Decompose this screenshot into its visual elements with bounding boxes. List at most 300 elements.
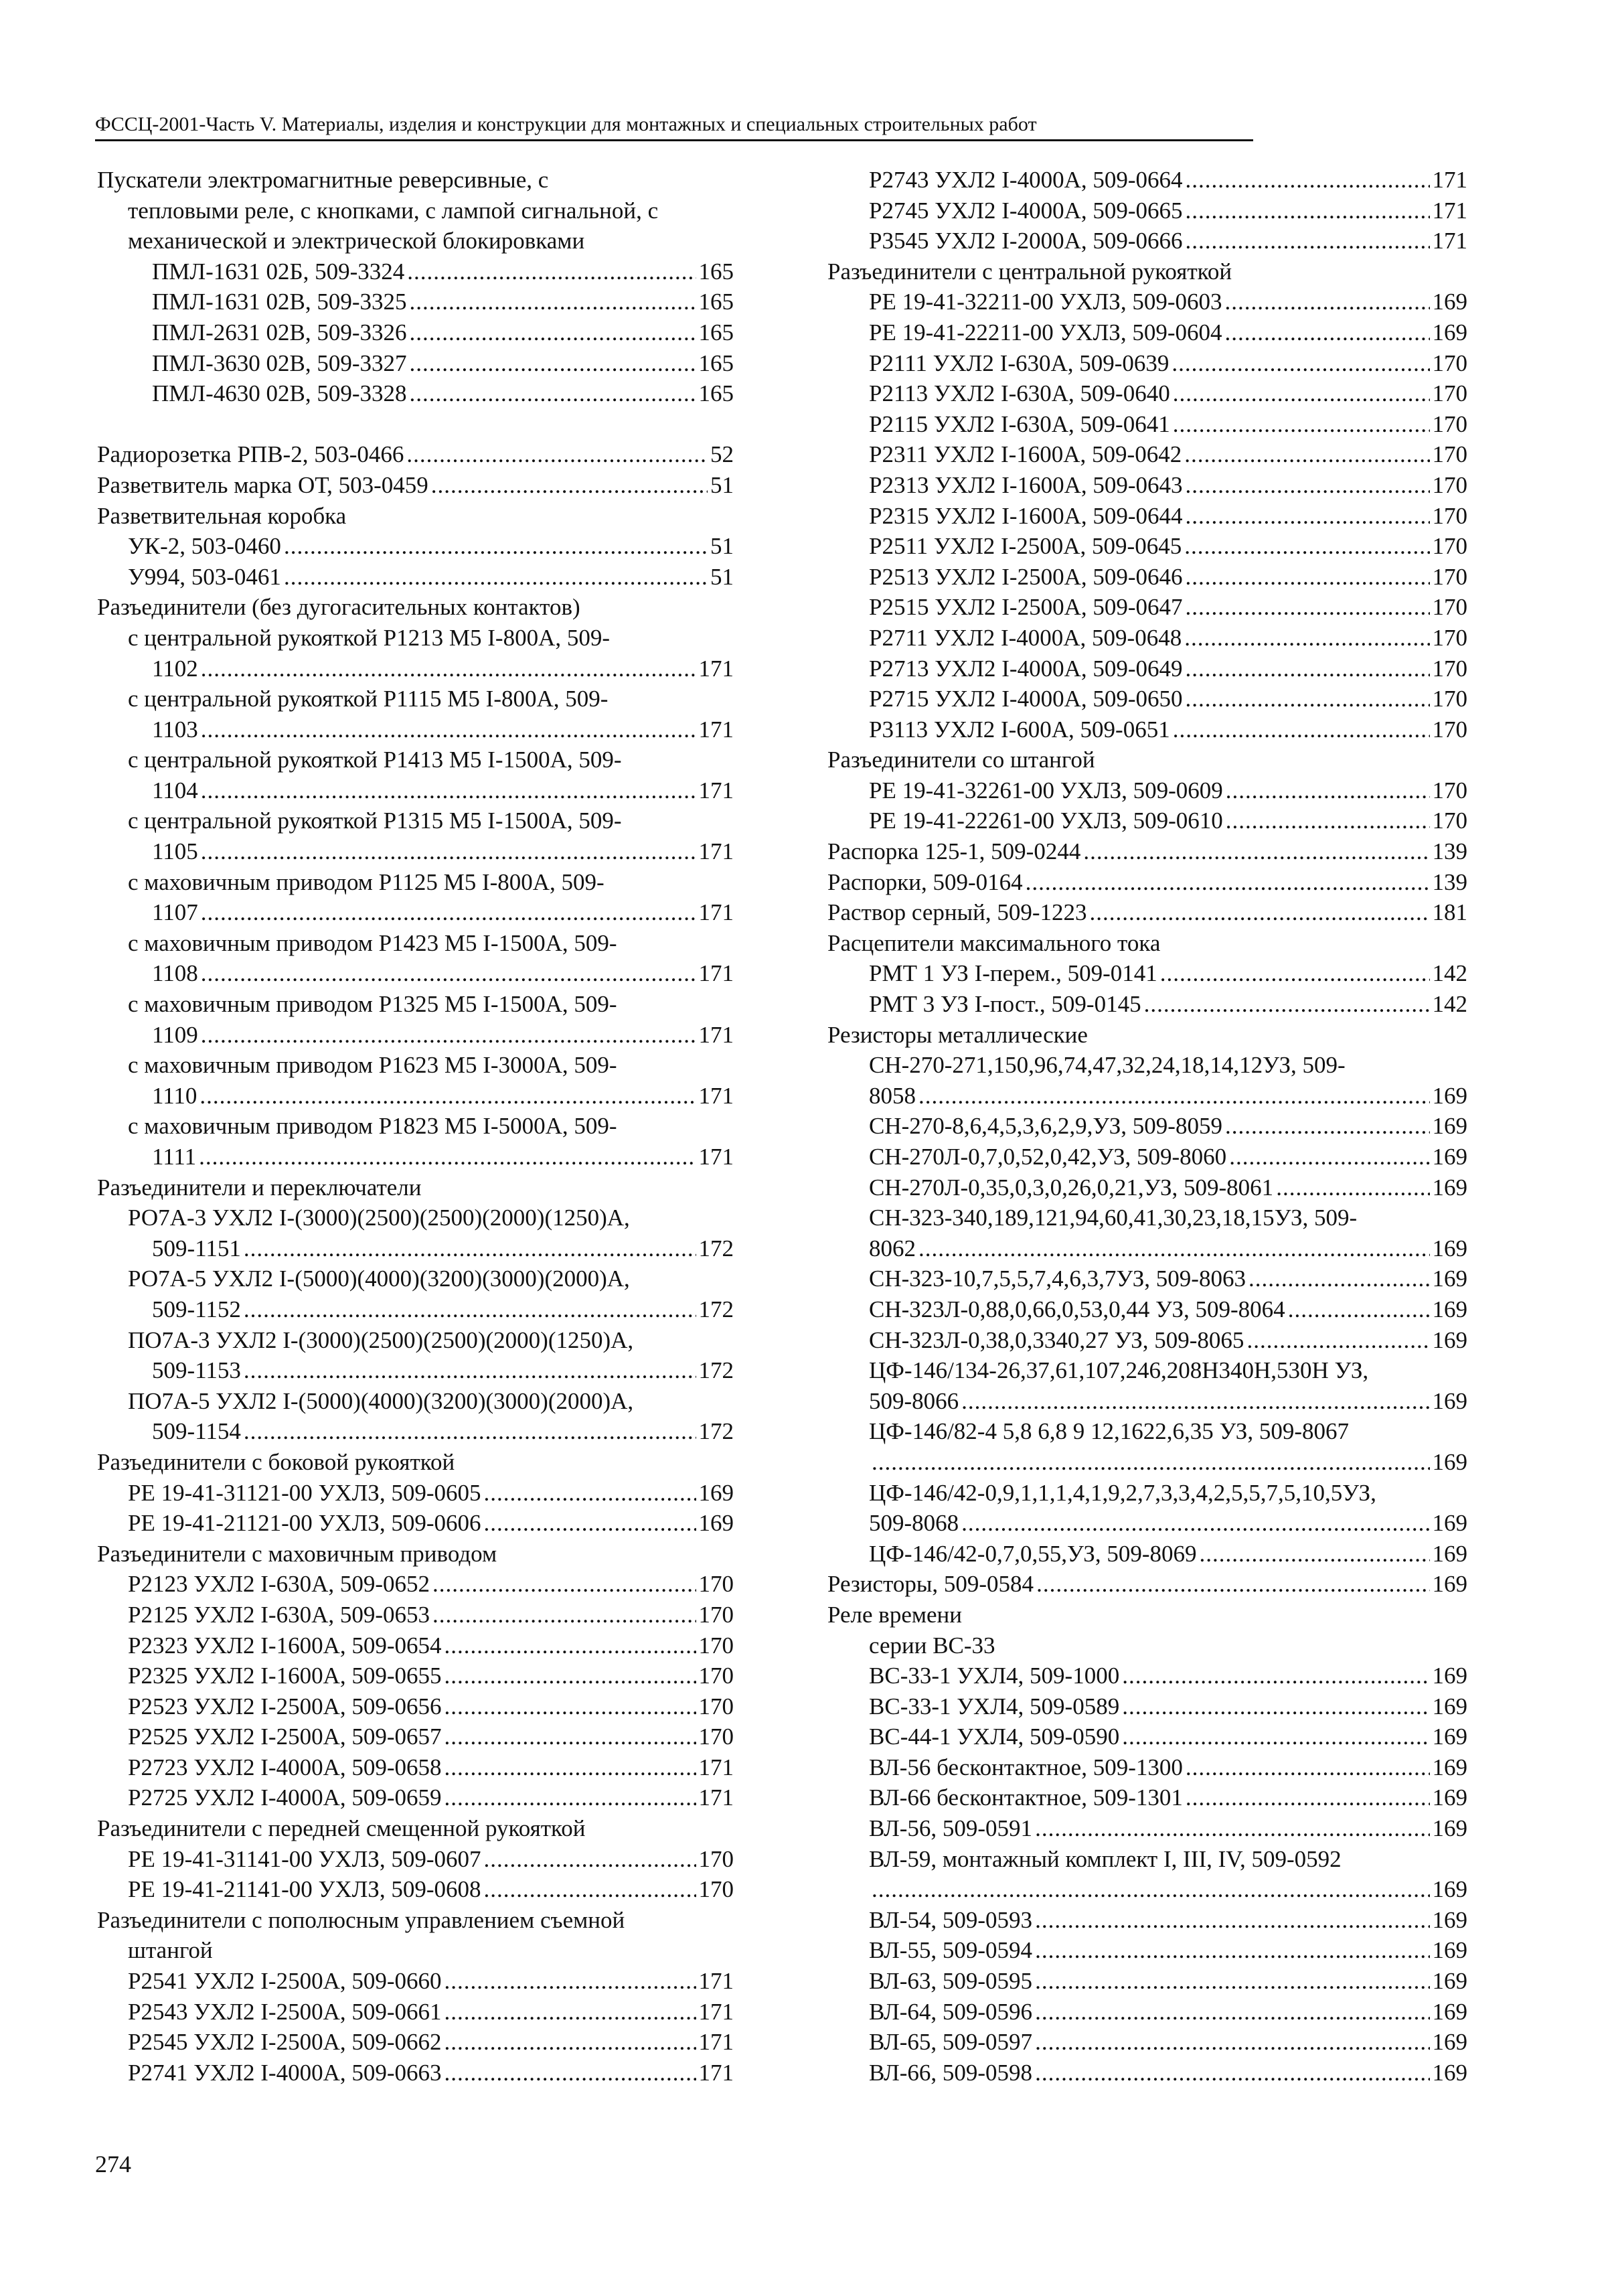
index-entry	[827, 378, 1467, 409]
entry-text: Р2743 УХЛ2 I-4000А, 509-0664	[869, 167, 1183, 193]
entry-text: Р2115 УХЛ2 I-630А, 509-0641	[869, 410, 1170, 437]
entry-text: Р2325 УХЛ2 I-1600А, 509-0655	[128, 1663, 442, 1689]
dot-leader	[244, 1355, 696, 1386]
index-entry	[97, 1721, 734, 1752]
index-entry	[97, 1691, 734, 1722]
entry-text: ПО7А-5 УХЛ2 I-(5000)(4000)(3200)(3000)(2000)А,	[128, 1387, 634, 1414]
index-entry	[97, 775, 734, 806]
entry-text: Реле времени	[827, 1601, 962, 1628]
entry-page-number: 170	[698, 1601, 734, 1628]
index-entry	[97, 1111, 734, 1142]
entry-page-number: 169	[1432, 1693, 1467, 1719]
index-entry	[827, 1782, 1467, 1813]
dot-leader	[1186, 501, 1430, 532]
entry-page-number: 171	[1432, 197, 1467, 224]
entry-text: РО7А-3 УХЛ2 I-(3000)(2500)(2500)(2000)(1250)А,	[128, 1205, 630, 1231]
entry-page-number: 171	[698, 960, 734, 987]
index-entry	[97, 1752, 734, 1783]
entry-page-number: 51	[710, 533, 734, 560]
dot-leader	[445, 2027, 696, 2058]
dot-leader	[410, 317, 696, 348]
entry-page-number: 169	[1432, 1174, 1467, 1201]
index-entry	[827, 287, 1467, 317]
dot-leader	[407, 256, 696, 287]
entry-text: Разъединители с маховичным приводом	[97, 1540, 497, 1567]
dot-leader	[431, 470, 708, 501]
entry-page-number: 169	[1432, 1235, 1467, 1261]
index-entry	[827, 1539, 1467, 1570]
index-entry	[827, 684, 1467, 714]
index-entry	[827, 1721, 1467, 1752]
entry-page-number: 172	[698, 1296, 734, 1322]
entry-text: Р2541 УХЛ2 I-2500А, 509-0660	[128, 1968, 442, 1995]
entry-page-number: 169	[1432, 1663, 1467, 1689]
entry-text: РЕ 19-41-32211-00 УХЛЗ, 509-0603	[869, 289, 1222, 315]
entry-page-number: 171	[1432, 167, 1467, 193]
index-entry	[827, 623, 1467, 654]
entry-page-number: 169	[1432, 319, 1467, 346]
entry-page-number: 169	[698, 1479, 734, 1506]
entry-text: 1110	[152, 1082, 197, 1109]
dot-leader	[1144, 989, 1430, 1020]
entry-text: 1109	[152, 1021, 198, 1048]
dot-leader	[1173, 409, 1430, 440]
entry-text: УК-2, 503-0460	[128, 533, 281, 560]
index-entry	[827, 1233, 1467, 1264]
entry-text: ЦФ-146/134-26,37,61,107,246,208Н340Н,530Н УЗ,	[869, 1357, 1369, 1384]
index-entry	[827, 745, 1467, 775]
entry-text: ЦФ-146/82-4 5,8 6,8 9 12,1622,6,35 УЗ, 509-8067	[869, 1418, 1349, 1445]
index-entry	[827, 1355, 1467, 1386]
page-number: 274	[95, 2151, 131, 2177]
index-entry	[827, 958, 1467, 989]
dot-leader	[484, 1508, 696, 1539]
entry-page-number: 169	[1432, 2059, 1467, 2086]
dot-leader	[872, 1447, 1430, 1478]
entry-page-number: 169	[1432, 1815, 1467, 1842]
entry-page-number: 170	[698, 1845, 734, 1872]
dot-leader	[1122, 1721, 1429, 1752]
dot-leader	[1172, 348, 1429, 379]
entry-page-number: 170	[1432, 380, 1467, 407]
index-entry	[827, 1416, 1467, 1447]
entry-text: РЕ 19-41-22211-00 УХЛЗ, 509-0604	[869, 319, 1222, 346]
dot-leader	[244, 1416, 696, 1447]
index-entry	[827, 1966, 1467, 1997]
index-entry	[97, 1935, 734, 1966]
entry-page-number: 169	[698, 1510, 734, 1537]
dot-leader	[1036, 1569, 1429, 1600]
index-entry	[827, 928, 1467, 959]
entry-text: ПМЛ-2631 02В, 509-3326	[152, 319, 407, 346]
index-entry	[827, 1691, 1467, 1722]
index-entry	[827, 867, 1467, 898]
index-entry	[97, 1966, 734, 1997]
entry-page-number: 169	[1432, 1754, 1467, 1780]
entry-text: ВС-33-1 УХЛ4, 509-1000	[869, 1663, 1120, 1689]
dot-leader	[1173, 714, 1430, 745]
index-entry	[827, 1569, 1467, 1600]
index-entry	[827, 226, 1467, 256]
dot-leader	[432, 1600, 696, 1630]
entry-page-number: 169	[1432, 1387, 1467, 1414]
index-entry	[827, 1813, 1467, 1844]
index-entry	[827, 806, 1467, 836]
entry-text: 509-1152	[152, 1296, 241, 1322]
dot-leader	[432, 1569, 696, 1600]
entry-page-number: 170	[698, 1571, 734, 1598]
index-entry	[827, 470, 1467, 501]
dot-leader	[1186, 654, 1430, 684]
entry-text: Р2543 УХЛ2 I-2500А, 509-0661	[128, 1998, 442, 2025]
running-header: ФССЦ-2001-Часть V. Материалы, изделия и конструкции для монтажных и специальных строительных работ	[95, 111, 1253, 141]
entry-text: Распорки, 509-0164	[827, 868, 1023, 895]
entry-text: Р3545 УХЛ2 I-2000А, 509-0666	[869, 228, 1183, 254]
entry-text: Р2323 УХЛ2 I-1600А, 509-0654	[128, 1632, 442, 1659]
entry-text: СН-323Л-0,38,0,3340,27 УЗ, 509-8065	[869, 1326, 1244, 1353]
entry-page-number: 169	[1432, 1724, 1467, 1750]
dot-leader	[1122, 1691, 1429, 1722]
entry-text: ПМЛ-3630 02В, 509-3327	[152, 350, 407, 376]
dot-leader	[445, 1966, 696, 1997]
entry-page-number: 171	[698, 1082, 734, 1109]
entry-page-number: 171	[698, 716, 734, 743]
dot-leader	[1186, 1752, 1430, 1783]
dot-leader	[410, 378, 696, 409]
dot-leader	[445, 1752, 696, 1783]
entry-text: Разъединители и переключатели	[97, 1174, 422, 1201]
entry-text: СН-270-8,6,4,5,3,6,2,9,УЗ, 509-8059	[869, 1113, 1222, 1140]
dot-leader	[445, 1782, 696, 1813]
entry-page-number: 170	[1432, 808, 1467, 834]
index-entry	[827, 1081, 1467, 1112]
index-entry	[827, 897, 1467, 928]
entry-text: Расцепители максимального тока	[827, 929, 1161, 956]
index-entry	[827, 1325, 1467, 1356]
dot-leader	[918, 1081, 1430, 1112]
dot-leader	[201, 897, 696, 928]
index-entry	[827, 1020, 1467, 1051]
index-entry	[827, 562, 1467, 593]
entry-page-number: 171	[698, 1998, 734, 2025]
entry-text: ВС-33-1 УХЛ4, 509-0589	[869, 1693, 1120, 1719]
entry-page-number: 165	[698, 380, 734, 407]
index-entry	[97, 1386, 734, 1417]
index-entry	[97, 1020, 734, 1051]
index-entry	[827, 1905, 1467, 1936]
index-entry	[97, 684, 734, 714]
dot-leader	[201, 1020, 696, 1051]
entry-text: тепловыми реле, с кнопками, с лампой сигнальной, с	[128, 197, 659, 224]
entry-page-number: 169	[1432, 1876, 1467, 1903]
entry-text: Р2511 УХЛ2 I-2500А, 509-0645	[869, 533, 1182, 560]
index-entry	[97, 1844, 734, 1875]
entry-text: ПМЛ-1631 02Б, 509-3324	[152, 258, 405, 285]
index-entry	[97, 1294, 734, 1325]
entry-text: 509-8068	[869, 1510, 959, 1537]
index-entry	[827, 1997, 1467, 2027]
entry-text: Р2125 УХЛ2 I-630А, 509-0653	[128, 1601, 430, 1628]
dot-leader	[1186, 165, 1430, 196]
index-entry	[97, 867, 734, 898]
entry-page-number: 165	[698, 258, 734, 285]
dot-leader	[1226, 806, 1430, 836]
entry-text: 1107	[152, 899, 198, 926]
dot-leader	[484, 1478, 696, 1509]
dot-leader	[1225, 287, 1430, 317]
entry-page-number: 169	[1432, 2029, 1467, 2056]
entry-text: 1104	[152, 777, 198, 803]
index-entry	[97, 1203, 734, 1233]
index-entry	[97, 348, 734, 379]
entry-text: ВЛ-55, 509-0594	[869, 1937, 1033, 1964]
index-entry	[97, 592, 734, 623]
index-entry	[97, 1508, 734, 1539]
dot-leader	[1184, 439, 1429, 470]
entry-page-number: 172	[698, 1418, 734, 1445]
index-entry	[827, 1050, 1467, 1081]
index-entry	[97, 958, 734, 989]
entry-text: ВЛ-66 бесконтактное, 509-1301	[869, 1784, 1183, 1811]
index-entry	[97, 1600, 734, 1630]
entry-text: Разъединители с центральной рукояткой	[827, 258, 1232, 285]
entry-text: РЕ 19-41-22261-00 УХЛЗ, 509-0610	[869, 808, 1223, 834]
index-entry	[827, 775, 1467, 806]
dot-leader	[872, 1874, 1430, 1905]
dot-leader	[1184, 623, 1429, 654]
entry-text: Р3113 УХЛ2 I-600А, 509-0651	[869, 716, 1170, 743]
dot-leader	[1276, 1172, 1429, 1203]
entry-text: Р2525 УХЛ2 I-2500А, 509-0657	[128, 1724, 442, 1750]
entry-text: Р2113 УХЛ2 I-630А, 509-0640	[869, 380, 1170, 407]
entry-text: с центральной рукояткой Р1413 М5 I-1500А, 509-	[128, 747, 622, 773]
entry-text: Пускатели электромагнитные реверсивные, с	[97, 167, 549, 193]
entry-page-number: 139	[1432, 838, 1467, 865]
entry-text: РЕ 19-41-21141-00 УХЛЗ, 509-0608	[128, 1876, 481, 1903]
index-entry	[97, 531, 734, 562]
index-entry	[97, 1661, 734, 1691]
index-entry	[97, 897, 734, 928]
entry-text: СН-323Л-0,88,0,66,0,53,0,44 УЗ, 509-8064	[869, 1296, 1285, 1322]
index-entry	[827, 1935, 1467, 1966]
entry-text: Разъединители (без дугогасительных контактов)	[97, 594, 580, 621]
index-entry	[97, 1142, 734, 1172]
entry-page-number: 165	[698, 319, 734, 346]
index-entry	[97, 989, 734, 1020]
index-entry	[827, 317, 1467, 348]
index-entry	[97, 1813, 734, 1844]
entry-page-number: 171	[698, 899, 734, 926]
index-entry	[827, 836, 1467, 867]
entry-page-number: 169	[1432, 1448, 1467, 1475]
entry-page-number: 169	[1432, 1266, 1467, 1292]
entry-page-number: 170	[1432, 441, 1467, 468]
entry-text: штангой	[128, 1937, 213, 1964]
index-entry	[97, 1539, 734, 1570]
index-entry	[97, 287, 734, 317]
index-entry	[97, 562, 734, 593]
dot-leader	[1186, 592, 1430, 623]
index-entry	[97, 1782, 734, 1813]
entry-text: Р2111 УХЛ2 I-630А, 509-0639	[869, 350, 1170, 376]
index-entry	[97, 623, 734, 654]
entry-page-number: 170	[1432, 777, 1467, 803]
entry-text: 1102	[152, 655, 198, 682]
index-entry	[827, 1752, 1467, 1783]
index-column-left	[97, 165, 734, 2088]
entry-page-number: 172	[698, 1235, 734, 1261]
entry-text: Р2315 УХЛ2 I-1600А, 509-0644	[869, 502, 1183, 529]
entry-text: Раствор серный, 509-1223	[827, 899, 1087, 926]
dot-leader	[199, 1081, 696, 1112]
entry-page-number: 169	[1432, 289, 1467, 315]
index-entry	[827, 1111, 1467, 1142]
entry-text: Р2715 УХЛ2 I-4000А, 509-0650	[869, 686, 1183, 712]
entry-text: Разъединители с пополюсным управлением съемной	[97, 1906, 625, 1933]
entry-page-number: 170	[1432, 502, 1467, 529]
entry-text: РЕ 19-41-21121-00 УХЛЗ, 509-0606	[128, 1510, 481, 1537]
dot-leader	[918, 1233, 1430, 1264]
index-entry	[97, 836, 734, 867]
dot-leader	[1186, 226, 1430, 256]
entry-page-number: 181	[1432, 899, 1467, 926]
entry-page-number: 165	[698, 350, 734, 376]
entry-text: СН-323-10,7,5,5,7,4,6,3,7УЗ, 509-8063	[869, 1266, 1246, 1292]
dot-leader	[199, 1142, 696, 1172]
index-entry	[827, 654, 1467, 684]
entry-text: с маховичным приводом Р1623 М5 I-3000А, 509-	[128, 1052, 617, 1079]
dot-leader	[484, 1844, 696, 1875]
index-entry	[827, 439, 1467, 470]
dot-leader	[1160, 958, 1430, 989]
index-entry	[827, 196, 1467, 226]
entry-text: с центральной рукояткой Р1315 М5 I-1500А, 509-	[128, 808, 622, 834]
entry-page-number: 170	[698, 1663, 734, 1689]
entry-text: 1111	[152, 1144, 197, 1170]
index-entry	[97, 745, 734, 775]
index-entry	[827, 165, 1467, 196]
dot-leader	[1229, 1142, 1429, 1172]
entry-text: 1105	[152, 838, 198, 865]
dot-leader	[961, 1508, 1429, 1539]
dot-leader	[201, 836, 696, 867]
entry-text: Р2725 УХЛ2 I-4000А, 509-0659	[128, 1784, 442, 1811]
entry-text: 8058	[869, 1082, 916, 1109]
index-entry	[97, 1630, 734, 1661]
index-entry	[97, 714, 734, 745]
entry-page-number: 169	[1432, 1937, 1467, 1964]
entry-text: СН-270Л-0,7,0,52,0,42,УЗ, 509-8060	[869, 1144, 1227, 1170]
entry-page-number: 170	[698, 1876, 734, 1903]
entry-text: ВЛ-66, 509-0598	[869, 2059, 1033, 2086]
index-entry	[97, 1569, 734, 1600]
entry-page-number: 169	[1432, 1540, 1467, 1567]
entry-page-number: 169	[1432, 1082, 1467, 1109]
entry-text: Разъединители с боковой рукояткой	[97, 1448, 455, 1475]
dot-leader	[1199, 1539, 1429, 1570]
entry-text: Р2711 УХЛ2 I-4000А, 509-0648	[869, 624, 1182, 651]
dot-leader	[1035, 1997, 1429, 2027]
index-entry	[827, 501, 1467, 532]
dot-leader	[284, 531, 708, 562]
entry-page-number: 170	[1432, 686, 1467, 712]
entry-page-number: 171	[698, 838, 734, 865]
dot-leader	[1186, 684, 1430, 714]
dot-leader	[1122, 1661, 1429, 1691]
entry-text: 1108	[152, 960, 198, 987]
entry-page-number: 169	[1432, 1968, 1467, 1995]
entry-text: ЦФ-146/42-0,7,0,55,УЗ, 509-8069	[869, 1540, 1197, 1567]
index-entry	[97, 165, 734, 196]
entry-page-number: 171	[698, 1784, 734, 1811]
entry-page-number: 170	[698, 1693, 734, 1719]
index-entry	[827, 348, 1467, 379]
index-entry	[827, 714, 1467, 745]
index-entry	[827, 1386, 1467, 1417]
dot-leader	[445, 1661, 696, 1691]
dot-leader	[1035, 1813, 1429, 1844]
entry-page-number: 169	[1432, 1784, 1467, 1811]
entry-text: Р2523 УХЛ2 I-2500А, 509-0656	[128, 1693, 442, 1719]
dot-leader	[1035, 1905, 1429, 1936]
entry-page-number: 169	[1432, 1571, 1467, 1598]
entry-page-number: 170	[1432, 350, 1467, 376]
dot-leader	[1083, 836, 1429, 867]
index-entry	[97, 1172, 734, 1203]
entry-text: Р2713 УХЛ2 I-4000А, 509-0649	[869, 655, 1183, 682]
entry-text: 509-1154	[152, 1418, 241, 1445]
entry-page-number: 170	[1432, 471, 1467, 498]
index-entry	[97, 378, 734, 409]
entry-text: Разъединители со штангой	[827, 747, 1095, 773]
entry-text: ВЛ-59, монтажный комплект I, III, IV, 509-0592	[869, 1845, 1342, 1872]
entry-page-number: 165	[698, 289, 734, 315]
index-entry	[827, 1874, 1467, 1905]
dot-leader	[1090, 897, 1430, 928]
entry-page-number: 170	[1432, 594, 1467, 621]
entry-text: Разъединители с передней смещенной рукояткой	[97, 1815, 586, 1842]
entry-page-number: 171	[698, 1754, 734, 1780]
index-entry	[97, 2058, 734, 2088]
entry-text: Р2723 УХЛ2 I-4000А, 509-0658	[128, 1754, 442, 1780]
dot-leader	[244, 1233, 696, 1264]
entry-text: СН-270-271,150,96,74,47,32,24,18,14,12УЗ, 509-	[869, 1052, 1346, 1079]
entry-text: с маховичным приводом Р1125 М5 I-800А, 509-	[128, 868, 604, 895]
entry-page-number: 169	[1432, 1998, 1467, 2025]
entry-text: ВЛ-63, 509-0595	[869, 1968, 1033, 1995]
dot-leader	[406, 439, 708, 470]
index-entry	[97, 470, 734, 501]
index-entry	[97, 928, 734, 959]
entry-page-number: 170	[1432, 716, 1467, 743]
index-entry	[97, 501, 734, 532]
entry-page-number: 142	[1432, 991, 1467, 1018]
index-entry	[97, 1050, 734, 1081]
entry-page-number: 51	[710, 471, 734, 498]
entry-text: Р2745 УХЛ2 I-4000А, 509-0665	[869, 197, 1183, 224]
index-entry	[97, 256, 734, 287]
entry-text: 509-1151	[152, 1235, 241, 1261]
entry-text: СН-323-340,189,121,94,60,41,30,23,18,15УЗ, 509-	[869, 1205, 1358, 1231]
index-entry	[827, 1264, 1467, 1294]
entry-text: Р2741 УХЛ2 I-4000А, 509-0663	[128, 2059, 442, 2086]
dot-leader	[201, 654, 696, 684]
entry-text: механической и электрической блокировками	[128, 228, 585, 254]
dot-leader	[961, 1386, 1429, 1417]
entry-text: с маховичным приводом Р1325 М5 I-1500А, 509-	[128, 991, 617, 1018]
dot-leader	[1173, 378, 1430, 409]
entry-text: Р2515 УХЛ2 I-2500А, 509-0647	[869, 594, 1183, 621]
